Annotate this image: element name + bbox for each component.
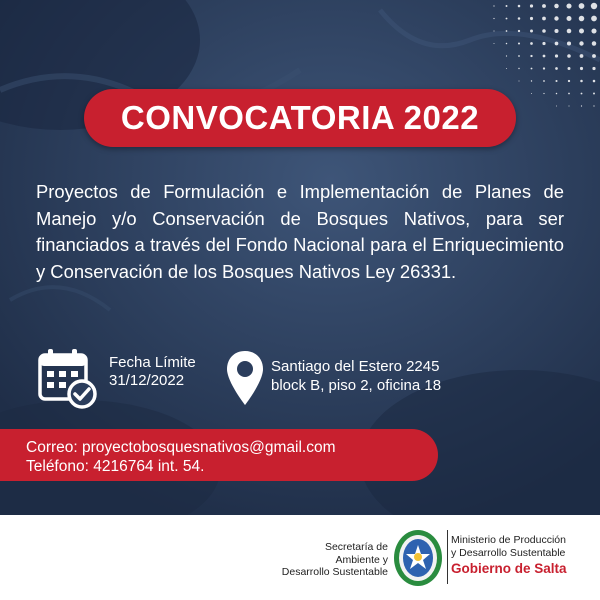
gobierno-salta: Gobierno de Salta xyxy=(451,561,567,576)
address-line-2: block B, piso 2, oficina 18 xyxy=(271,377,442,394)
description: Proyectos de Formulación e Implementación de Planes de Manejo y/o Conservación de Bosques Nativos, para ser financiados a través del Fondo Nacional para el Enriquecimiento y Conservación de los Bosques Nativos Ley 26331. xyxy=(36,181,564,282)
contact-phone: Teléfono: 4216764 int. 54. xyxy=(26,458,205,475)
map-pin-icon xyxy=(225,349,265,407)
secretaria-line-1: Secretaría de xyxy=(324,541,388,553)
deadline-date: 31/12/2022 xyxy=(109,372,185,389)
address-line-1: Santiago del Estero 2245 xyxy=(271,358,440,375)
secretaria-line-2: Ambiente y xyxy=(335,553,388,566)
title-text: CONVOCATORIA 2022 xyxy=(120,99,480,136)
secretaria-text xyxy=(282,541,388,579)
salta-seal-logo xyxy=(392,528,444,588)
contact-email[interactable]: Correo: proyectobosquesnativos@gmail.com xyxy=(26,439,336,456)
deadline-label: Fecha Límite xyxy=(109,354,196,371)
ministerio-line-2: y Desarrollo Sustentable xyxy=(451,546,566,559)
deadline xyxy=(109,354,196,390)
title-banner xyxy=(84,89,516,147)
address xyxy=(271,357,441,395)
contact-banner xyxy=(0,429,438,481)
ministerio-text xyxy=(451,534,566,559)
footer-divider xyxy=(447,530,448,584)
ministerio-line-1: Ministerio de Producción xyxy=(451,534,566,546)
calendar-check-icon xyxy=(36,346,100,410)
secretaria-line-3: Desarrollo Sustentable xyxy=(281,566,388,578)
